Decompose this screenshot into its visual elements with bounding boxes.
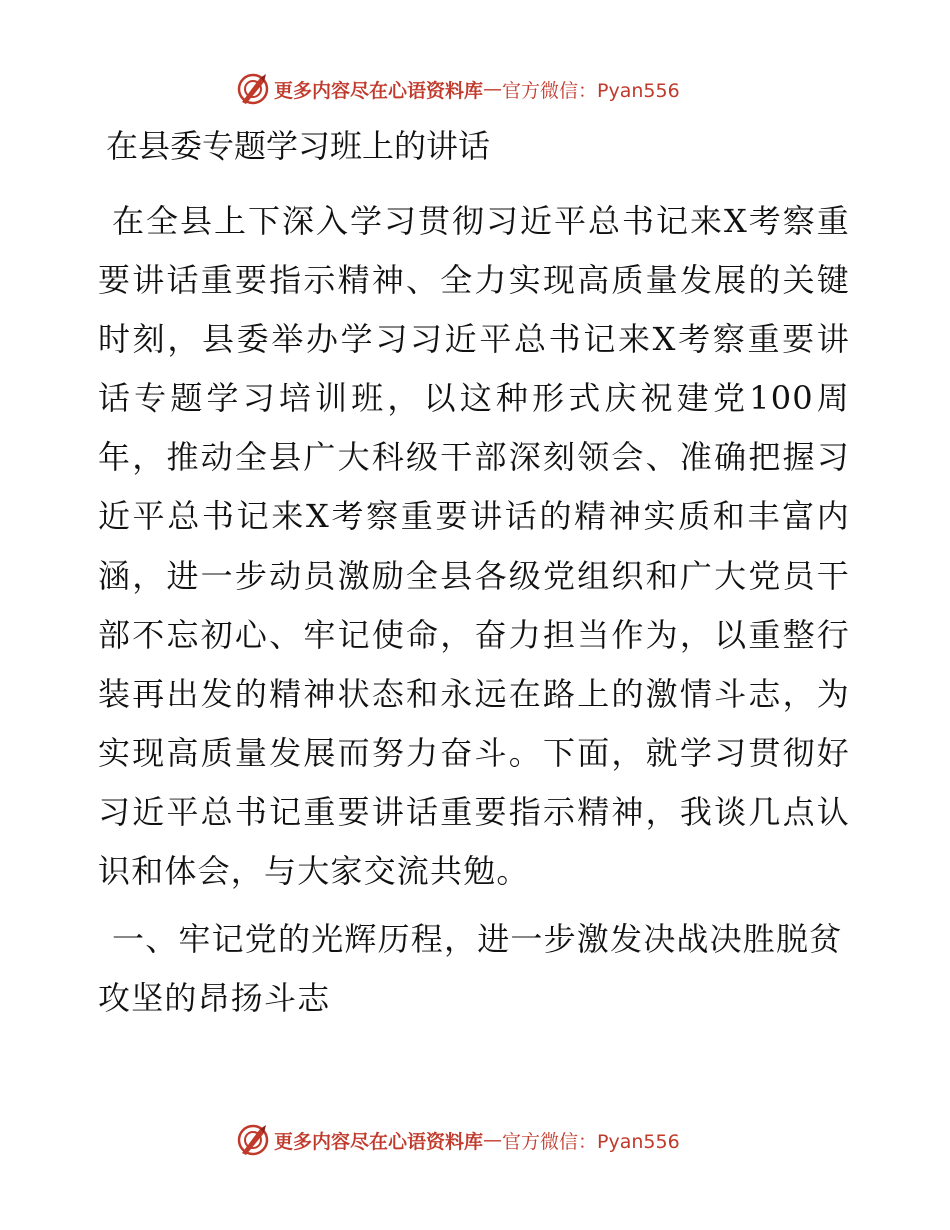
body-paragraph: 在全县上下深入学习贯彻习近平总书记来X考察重要讲话重要指示精神、全力实现高质量发展的关键时刻，县委举办学习习近平总书记来X考察重要讲话专题学习培训班，以这种形式庆祝建党100周年，推动全县广大科级干部深刻领会、准确把握习近平总书记来X考察重要讲话的精神实质和丰富内涵，进一步动员激励全县各级党组织和广大党员干部不忘初心、牢记使命，奋力担当作为，以重整行装再出发的精神状态和永远在路上的激情斗志，为实现高质量发展而努力奋斗。下面，就学习贯彻好习近平总书记重要讲话重要指示精神，我谈几点认识和体会，与大家交流共勉。 (98, 202, 850, 891)
watermark-brand: 更多内容尽在心语资料库 (274, 79, 484, 102)
section-heading: 一、牢记党的光辉历程，进一步激发决战决胜脱贫攻坚的昂扬斗志 (98, 920, 843, 1017)
watermark-wechat: 官方微信：Pyan556 (502, 1130, 680, 1153)
watermark-wechat: 官方微信：Pyan556 (502, 79, 680, 102)
quill-logo-icon (236, 72, 270, 106)
footer-watermark (236, 1122, 680, 1158)
header-watermark (236, 71, 680, 107)
document-title: 在县委专题学习班上的讲话 (106, 127, 491, 165)
watermark-separator: — (483, 78, 503, 100)
watermark-brand: 更多内容尽在心语资料库 (274, 1130, 484, 1153)
watermark-separator: — (483, 1129, 503, 1151)
quill-logo-icon (236, 1123, 270, 1157)
